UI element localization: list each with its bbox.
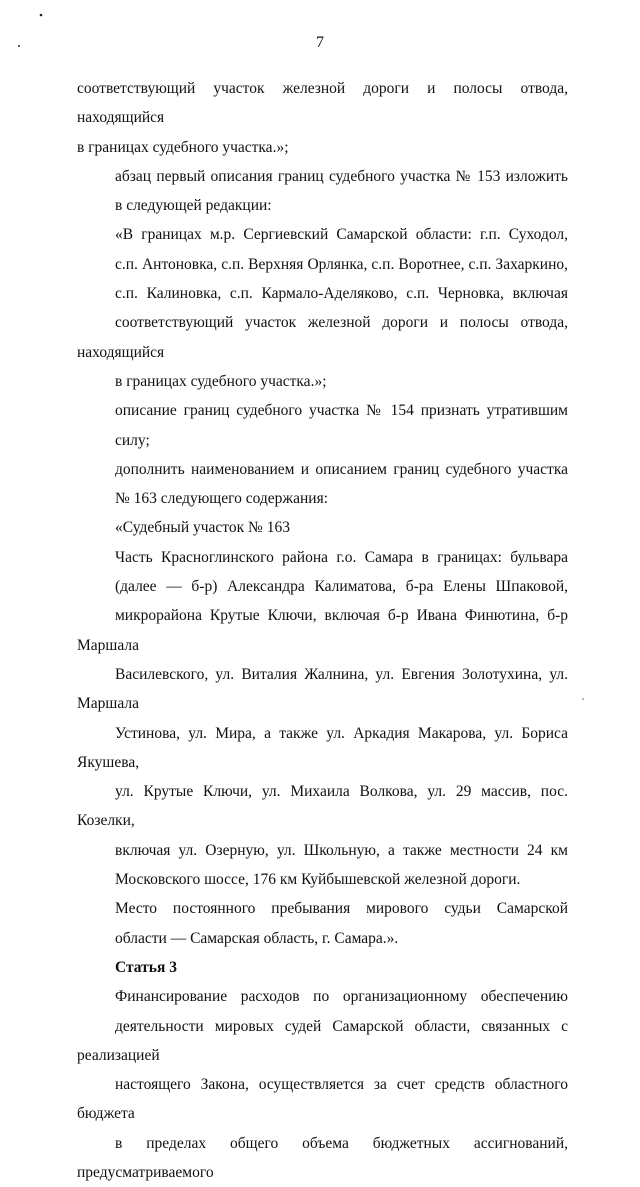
text-line: Часть Красноглинского района г.о. Самара в границах: бульвара [115, 548, 568, 566]
text-line: включая ул. Озерную, ул. Школьную, а также местности 24 км [115, 841, 568, 859]
paragraph [77, 513, 568, 542]
text-line: Московского шоссе, 176 км Куйбышевской железной дороги. [115, 871, 521, 889]
text-line: соответствующий участок железной дороги и полосы отвода, находящийся [77, 314, 568, 361]
text-line: Финансирование расходов по организационному обеспечению [115, 988, 568, 1006]
paragraph [77, 74, 568, 162]
document-body [77, 74, 568, 1187]
text-line: деятельности мировых судей Самарской области, связанных с реализацией [77, 1017, 568, 1064]
text-line: микрорайона Крутые Ключи, включая б-р Ивана Финютина, б-р Маршала [77, 607, 568, 654]
text-line: силу; [115, 431, 150, 449]
page-number: 7 [316, 34, 324, 51]
text-line: соответствующий участок железной дороги и полосы отвода, находящийся [77, 80, 568, 127]
text-line: настоящего Закона, осуществляется за счет средств областного бюджета [77, 1076, 568, 1123]
heading-text: Статья 3 [115, 958, 177, 976]
paragraph [77, 543, 568, 895]
article-heading [77, 953, 568, 982]
text-line: описание границ судебного участка № 154 признать утратившим [115, 402, 568, 420]
paragraph [77, 982, 568, 1187]
text-line: «В границах м.р. Сергиевский Самарской области: г.п. Суходол, [115, 226, 568, 244]
paragraph [77, 220, 568, 396]
text-line: в границах судебного участка.»; [115, 372, 327, 390]
text-line: Устинова, ул. Мира, а также ул. Аркадия Макарова, ул. Бориса Якушева, [77, 724, 568, 771]
speck [582, 698, 584, 700]
paragraph [77, 162, 568, 221]
text-line: Место постоянного пребывания мирового судьи Самарской [115, 900, 568, 918]
text-line: с.п. Антоновка, с.п. Верхняя Орлянка, с.п. Воротнее, с.п. Захаркино, [115, 255, 568, 273]
text-line: Василевского, ул. Виталия Жалнина, ул. Евгения Золотухина, ул. Маршала [77, 665, 568, 713]
text-line: ул. Крутые Ключи, ул. Михаила Волкова, ул. 29 массив, пос. Козелки, [77, 783, 568, 830]
paragraph [77, 455, 568, 514]
text-line: в границах судебного участка.»; [77, 138, 289, 156]
text-line: в пределах общего объема бюджетных ассигнований, предусматриваемого [77, 1134, 568, 1181]
text-line: «Судебный участок № 163 [115, 519, 290, 537]
text-line: в следующей редакции: [115, 197, 272, 215]
speck [40, 14, 43, 17]
text-line: дополнить наименованием и описанием границ судебного участка [115, 460, 568, 478]
paragraph [77, 894, 568, 953]
text-line: (далее — б-р) Александра Калиматова, б-ра Елены Шпаковой, [115, 578, 568, 596]
text-line: № 163 следующего содержания: [115, 490, 329, 508]
text-line: с.п. Калиновка, с.п. Кармало-Аделяково, с.п. Черновка, включая [115, 285, 568, 303]
text-line: абзац первый описания границ судебного участка № 153 изложить [115, 167, 568, 185]
text-line: области — Самарская область, г. Самара.». [115, 929, 399, 947]
paragraph [77, 396, 568, 455]
